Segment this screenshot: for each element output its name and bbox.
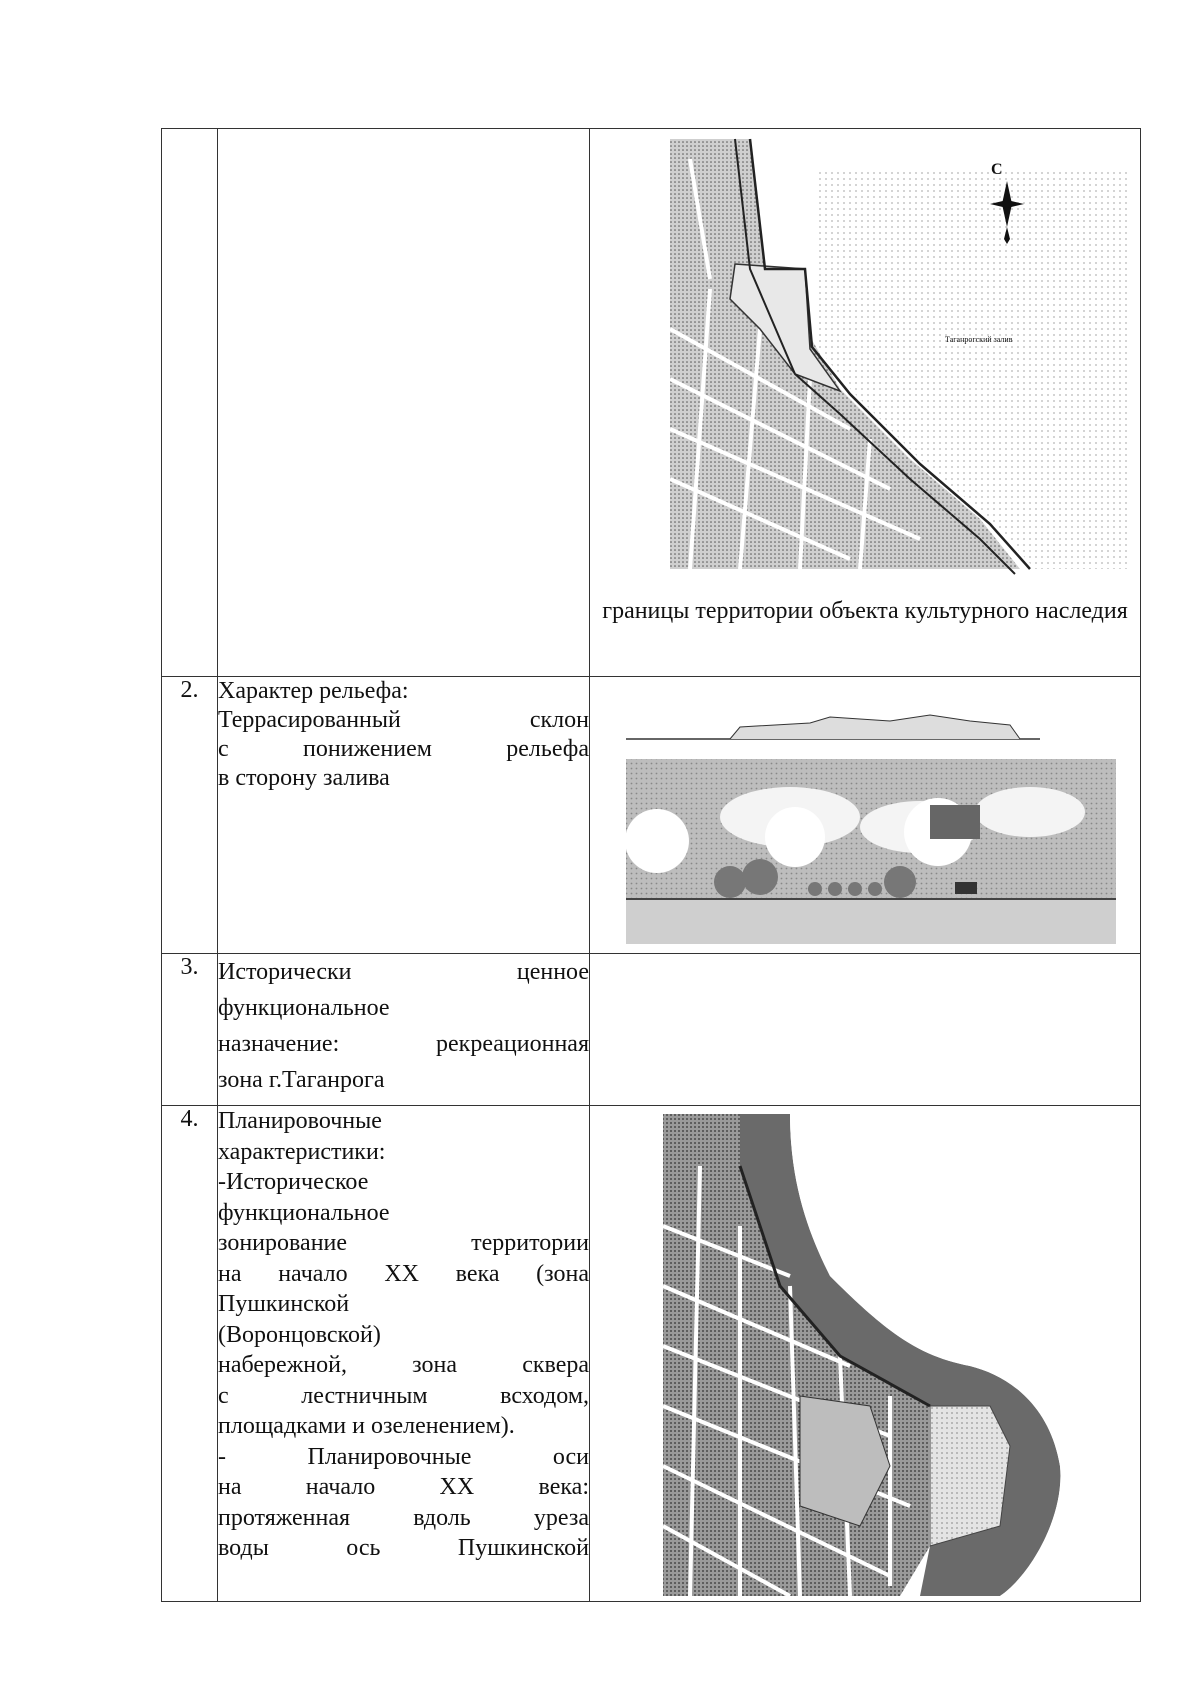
text-line: протяженная вдоль уреза bbox=[218, 1504, 589, 1531]
harbor-area bbox=[930, 1406, 1010, 1546]
text-line: Характер рельефа: bbox=[218, 678, 409, 704]
ground-area bbox=[626, 900, 1116, 944]
historic-plan-map bbox=[590, 1106, 1140, 1601]
text-line: воды ось Пушкинской bbox=[218, 1535, 589, 1561]
row-description bbox=[218, 129, 590, 677]
heritage-table bbox=[161, 128, 1141, 1602]
row-number bbox=[162, 129, 218, 677]
text-line: -Историческое bbox=[218, 1169, 369, 1195]
text-line: (Воронцовской) bbox=[218, 1321, 381, 1348]
text-line: на начало XX века: bbox=[218, 1474, 589, 1500]
building-detail bbox=[930, 805, 980, 839]
table-row bbox=[162, 954, 1141, 1106]
text-line: назначение: рекреационная bbox=[218, 1031, 589, 1057]
profile-section bbox=[626, 715, 1040, 739]
text-line: - Планировочные оси bbox=[218, 1443, 589, 1470]
text-line: с понижением рельефа bbox=[218, 736, 589, 762]
table-row bbox=[162, 677, 1141, 954]
table-row bbox=[162, 1106, 1141, 1602]
text-line: в сторону залива bbox=[218, 765, 390, 791]
row-number: 3. bbox=[162, 954, 218, 1106]
north-label: С bbox=[991, 161, 1003, 178]
text-line: Террасированный склон bbox=[218, 707, 589, 733]
bus-shape bbox=[955, 882, 977, 894]
row-description bbox=[218, 677, 590, 954]
relief-profile-drawing bbox=[590, 677, 1140, 953]
row-number: 4. bbox=[162, 1106, 218, 1602]
water-label: Таганрогский залив bbox=[945, 335, 1013, 344]
text-line: характеристики: bbox=[218, 1138, 386, 1165]
text-line: функциональное bbox=[218, 995, 390, 1021]
text-line: площадками и озеленением). bbox=[218, 1413, 515, 1439]
text-line: набережной, зона сквера bbox=[218, 1352, 589, 1378]
text-line: Планировочные bbox=[218, 1108, 382, 1134]
row-description bbox=[218, 1106, 590, 1602]
text-line: зона г.Таганрога bbox=[218, 1067, 385, 1093]
text-line: Пушкинской bbox=[218, 1291, 350, 1317]
detail-circle-2 bbox=[765, 807, 825, 867]
detail-circle-1 bbox=[625, 809, 689, 873]
empty-cell bbox=[590, 954, 1141, 1106]
text-line: Исторически ценное bbox=[218, 959, 589, 985]
row-number: 2. bbox=[162, 677, 218, 954]
text-line: зонирование территории bbox=[218, 1230, 589, 1256]
table-row bbox=[162, 129, 1141, 677]
text-line: на начало XX века (зона bbox=[218, 1260, 589, 1287]
relief-cell bbox=[590, 677, 1141, 954]
plan-cell bbox=[590, 1106, 1141, 1602]
territory-boundary-map bbox=[590, 129, 1140, 597]
map-cell bbox=[590, 129, 1141, 677]
row-description bbox=[218, 954, 590, 1106]
text-line: с лестничным всходом, bbox=[218, 1382, 589, 1409]
text-line: функциональное bbox=[218, 1199, 390, 1226]
map-caption: границы территории объекта культурного наследия bbox=[602, 598, 1128, 624]
